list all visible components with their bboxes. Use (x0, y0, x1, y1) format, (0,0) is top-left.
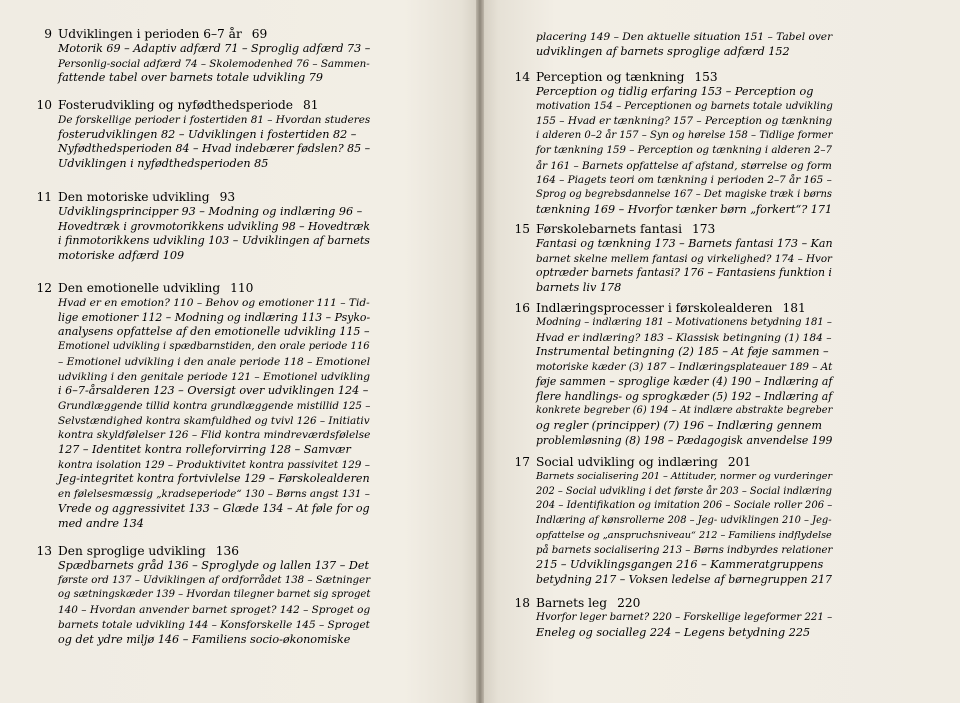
contents-line: De forskellige perioder i fostertiden 81 – Hvordan studeres (58, 114, 371, 126)
chapter-title: Fosterudvikling og nyfødthedsperiode (58, 98, 293, 112)
contents-line: 164 – Piagets teori om tænkning i perioden 2–7 år 165 – (536, 174, 832, 187)
chapter-page: 173 (691, 222, 716, 236)
contents-line: Hvad er indlæring? 183 – Klassisk betingning (1) 184 – (536, 331, 832, 344)
chapter-page: 153 (694, 70, 718, 84)
chapter-heading (36, 544, 370, 559)
continuation-contents (536, 30, 832, 59)
contents-line: optræder barnets fantasi? 176 – Fantasiens funktion i (536, 266, 832, 280)
chapter-contents (536, 470, 832, 588)
chapter-heading (36, 98, 370, 113)
contents-line: Instrumental betingning (2) 185 – At føje sammen – (536, 345, 829, 359)
contents-line: konkrete begreber (6) 194 – At indlære abstrakte begreber (536, 405, 833, 417)
contents-line: en følelsesmæssig „kradseperiode“ 130 – Børns angst 131 – (58, 488, 370, 501)
chapter-number: 10 (36, 98, 52, 112)
toc-continuation (536, 30, 832, 59)
chapter-number: 11 (36, 190, 52, 204)
chapter-contents (536, 316, 832, 448)
chapter-page: 220 (617, 596, 641, 610)
toc-chapter-10 (36, 98, 371, 172)
contents-line: på barnets socialisering 213 – Børns indbyrdes relationer (536, 544, 833, 556)
contents-line: 140 – Hvordan anvender barnet sproget? 142 – Sproget og (58, 604, 371, 617)
toc-chapter-9 (44, 27, 371, 86)
contents-line: fosterudviklingen 82 – Udviklingen i fostertiden 82 – (58, 127, 357, 141)
contents-line: placering 149 – Den aktuelle situation 151 – Tabel over (536, 31, 833, 43)
contents-line: Selvstændighed kontra skamfuldhed og tvivl 126 – Initiativ (58, 414, 370, 427)
contents-line: og sætningskæder 139 – Hvordan tilegner barnet sig sproget (58, 589, 371, 601)
chapter-number: 13 (36, 544, 52, 558)
contents-line: Sprog og begrebsdannelse 167 – Det magiske træk i børns (536, 188, 832, 200)
contents-line: betydning 217 – Voksen ledelse af børnegruppen 217 (536, 572, 832, 586)
contents-line: første ord 137 – Udviklingen af ordforrådet 138 – Sætninger (58, 574, 371, 586)
contents-line: i alderen 0–2 år 157 – Syn og hørelse 158 – Tidlige former (536, 130, 833, 142)
contents-line: udviklingen af barnets sproglige adfærd 152 (536, 44, 790, 58)
chapter-title: Den sproglige udvikling (58, 544, 206, 558)
contents-line: opfattelse og „anspruchsniveau“ 212 – Familiens indflydelse (536, 529, 832, 541)
contents-line: Barnets socialisering 201 – Attituder, normer og vurderinger (536, 471, 833, 482)
contents-line: Fantasi og tænkning 173 – Barnets fantasi 173 – Kan (536, 237, 833, 250)
chapter-contents (536, 237, 832, 296)
contents-line: i finmotorikkens udvikling 103 – Udviklingen af barnets (58, 234, 370, 248)
contents-line: barnets liv 178 (536, 281, 622, 295)
chapter-page: 110 (230, 281, 254, 295)
chapter-contents (58, 559, 370, 647)
chapter-title: Perception og tænkning (536, 70, 685, 84)
toc-chapter-12 (36, 281, 371, 531)
chapter-contents (536, 611, 832, 640)
contents-line: og det ydre miljø 146 – Familiens socio-økonomiske (58, 632, 351, 646)
contents-line: 204 – Identifikation og imitation 206 – Sociale roller 206 – (536, 500, 833, 512)
chapter-heading (36, 190, 370, 205)
contents-line: udvikling i den genitale periode 121 – Emotionel udvikling (58, 370, 371, 383)
contents-line: for tænkning 159 – Perception og tænkning i alderen 2–7 (536, 144, 832, 156)
chapter-heading (514, 455, 832, 470)
chapter-page: 201 (727, 455, 752, 469)
chapter-title: Den emotionelle udvikling (58, 281, 221, 295)
contents-line: fattende tabel over barnets totale udvikling 79 (58, 71, 323, 85)
contents-line: Udviklingen i nyfødthedsperioden 85 (58, 157, 269, 171)
contents-line: i 6–7-årsalderen 123 – Oversigt over udviklingen 124 – (58, 384, 369, 398)
chapter-number: 12 (36, 281, 52, 295)
chapter-number: 14 (514, 70, 530, 84)
chapter-number: 18 (514, 596, 530, 610)
chapter-page: 81 (302, 98, 319, 112)
contents-line: år 161 – Barnets opfattelse af afstand, størrelse og form (536, 159, 832, 172)
book-gutter (476, 0, 484, 703)
toc-chapter-11 (36, 190, 371, 264)
contents-line: Grundlæggende tillid kontra grundlæggende mistillid 125 – (58, 399, 371, 412)
chapter-title: Barnets leg (536, 596, 608, 610)
chapter-number: 9 (44, 27, 52, 41)
contents-line: Indlæring af kønsrollerne 208 – Jeg- udviklingen 210 – Jeg- (536, 515, 832, 527)
contents-line: analysens opfattelse af den emotionelle udvikling 115 – (58, 325, 370, 339)
chapter-page: 181 (782, 301, 806, 315)
contents-line: lige emotioner 112 – Modning og indlæring 113 – Psyko- (58, 310, 371, 324)
contents-line: Hvorfor leger barnet? 220 – Forskellige legeformer 221 – (536, 612, 833, 623)
chapter-title: Den motoriske udvikling (58, 190, 210, 204)
toc-chapter-15 (514, 222, 833, 296)
chapter-heading (36, 281, 370, 296)
contents-line: Personlig-social adfærd 74 – Skolemodenhed 76 – Sammen- (58, 57, 370, 70)
chapter-heading (514, 596, 832, 611)
contents-line: problemløsning (8) 198 – Pædagogisk anvendelse 199 (536, 433, 833, 447)
toc-chapter-16 (514, 301, 833, 448)
chapter-number: 16 (514, 301, 530, 315)
contents-line: og regler (principper) (7) 196 – Indlæring gennem (536, 418, 823, 432)
chapter-contents (536, 85, 832, 217)
chapter-heading (514, 222, 832, 237)
contents-line: Modning – indlæring 181 – Motivationens betydning 181 – (536, 317, 832, 328)
contents-line: motoriske kæder (3) 187 – Indlæringsplateauer 189 – At (536, 361, 833, 374)
contents-line: 127 – Identitet kontra rolleforvirring 128 – Samvær (58, 443, 351, 457)
contents-line: Perception og tidlig erfaring 153 – Perception og (536, 85, 814, 98)
contents-line: Motorik 69 – Adaptiv adfærd 71 – Sproglig adfærd 73 – (58, 42, 371, 55)
contents-line: Hovedtræk i grovmotorikkens udvikling 98 – Hovedtræk (58, 219, 371, 233)
contents-line: 202 – Social udvikling i det første år 203 – Social indlæring (536, 485, 832, 497)
toc-chapter-18 (514, 596, 833, 640)
chapter-title: Førskolebarnets fantasi (536, 222, 682, 236)
contents-line: motivation 154 – Perceptionen og barnets totale udvikling (536, 100, 833, 112)
chapter-contents (58, 205, 370, 264)
toc-chapter-13 (36, 544, 371, 647)
contents-line: Hvad er en emotion? 110 – Behov og emotioner 111 – Tid- (58, 297, 370, 309)
contents-line: Udviklingsprincipper 93 – Modning og indlæring 96 – (58, 205, 363, 218)
contents-line: Spædbarnets gråd 136 – Sproglyde og lallen 137 – Det (58, 559, 369, 572)
chapter-heading (514, 301, 832, 316)
chapter-page: 93 (219, 190, 236, 204)
contents-line: motoriske adfærd 109 (58, 249, 185, 263)
chapter-heading (514, 70, 832, 85)
contents-line: Jeg-integritet kontra fortvivlelse 129 – Førskolealderen (58, 472, 370, 486)
chapter-contents (58, 42, 370, 86)
chapter-contents (58, 113, 370, 172)
chapter-title: Udviklingen i perioden 6–7 år (58, 27, 242, 41)
contents-line: barnet skelne mellem fantasi og virkelighed? 174 – Hvor (536, 252, 832, 265)
contents-line: – Emotionel udvikling i den anale periode 118 – Emotionel (58, 355, 371, 368)
chapter-number: 15 (514, 222, 530, 236)
chapter-title: Indlæringsprocesser i førskolealderen (536, 301, 773, 315)
chapter-contents (58, 296, 370, 531)
contents-line: kontra skyldfølelser 126 – Flid kontra mindreværdsfølelse (58, 428, 371, 442)
chapter-page: 69 (251, 27, 268, 41)
contents-line: Eneleg og socialleg 224 – Legens betydning 225 (536, 625, 811, 639)
contents-line: 155 – Hvad er tænkning? 157 – Perception og tænkning (536, 115, 833, 128)
contents-line: kontra isolation 129 – Produktivitet kontra passivitet 129 – (58, 458, 370, 471)
chapter-title: Social udvikling og indlæring (536, 455, 718, 469)
contents-line: 215 – Udviklingsgangen 216 – Kammeratgruppens (536, 558, 824, 572)
contents-line: føje sammen – sproglige kæder (4) 190 – Indlæring af (536, 374, 833, 388)
chapter-number: 17 (514, 455, 530, 469)
chapter-heading (44, 27, 370, 42)
contents-line: Emotionel udvikling i spædbarnstiden, den orale periode 116 (58, 341, 370, 353)
contents-line: med andre 134 (58, 516, 144, 530)
contents-line: barnets totale udvikling 144 – Konsforskelle 145 – Sproget (58, 618, 370, 631)
contents-line: flere handlings- og sprogkæder (5) 192 – Indlæring af (536, 389, 833, 403)
chapter-page: 136 (215, 544, 239, 558)
contents-line: tænkning 169 – Hvorfor tænker børn „forkert“? 171 (536, 202, 833, 216)
contents-line: Nyfødthedsperioden 84 – Hvad indebærer fødslen? 85 – (58, 142, 371, 156)
toc-chapter-14 (514, 70, 833, 217)
contents-line: Vrede og aggressivitet 133 – Glæde 134 – At føle for og (58, 501, 370, 515)
toc-chapter-17 (514, 455, 833, 588)
